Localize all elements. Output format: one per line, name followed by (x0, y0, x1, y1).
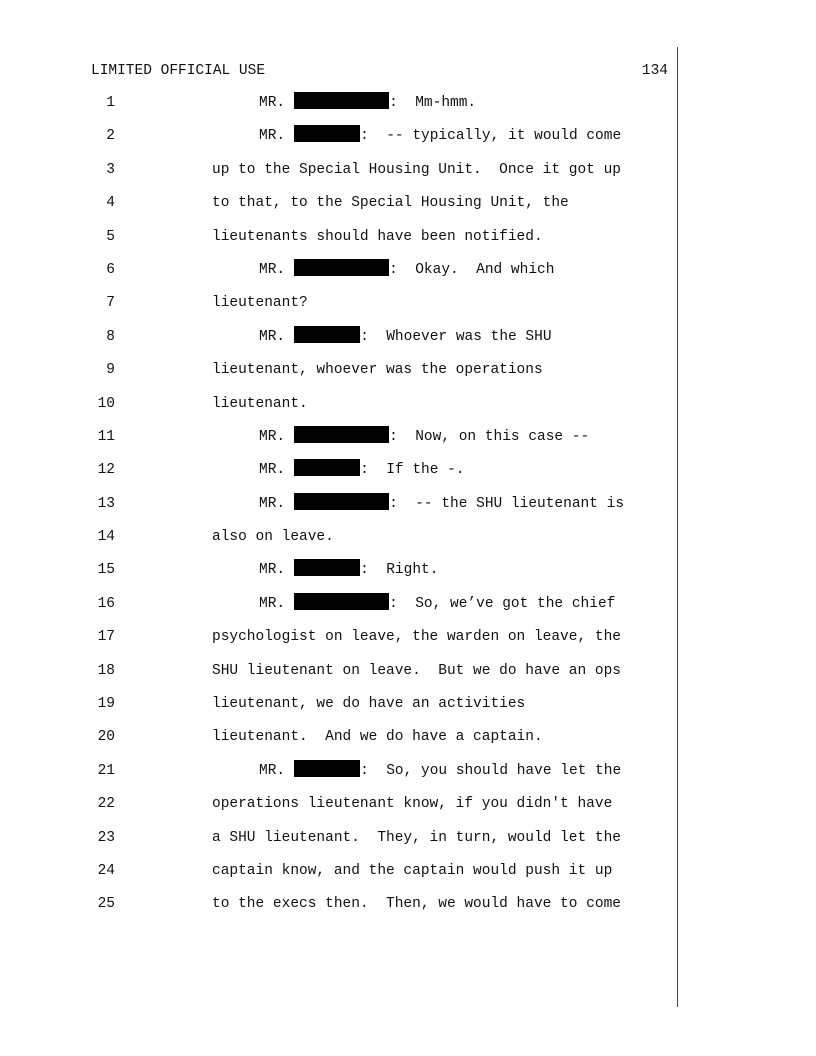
speech-text: : Now, on this case -- (389, 428, 590, 445)
transcript-line (0, 793, 816, 826)
transcript-line (0, 893, 816, 926)
speaker-prefix: MR. (259, 595, 286, 612)
line-text: lieutenant. And we do have a captain. (212, 729, 543, 746)
transcript-line (0, 726, 816, 759)
line-text: lieutenant, we do have an activities (212, 696, 526, 713)
line-text: also on leave. (212, 529, 334, 546)
transcript-line (0, 493, 816, 526)
line-number: 23 (97, 829, 115, 846)
line-number: 18 (97, 662, 115, 679)
speaker-prefix: MR. (259, 762, 286, 779)
line-number: 13 (97, 495, 115, 512)
line-text: lieutenant. (212, 395, 308, 412)
speaker-prefix: MR. (259, 261, 286, 278)
line-text (259, 125, 621, 147)
redaction-block (294, 125, 360, 142)
transcript-line (0, 326, 816, 359)
speaker-prefix: MR. (259, 128, 286, 145)
line-text (259, 459, 465, 481)
line-text: lieutenant? (212, 295, 308, 312)
transcript-line (0, 760, 816, 793)
speech-text: : Right. (360, 562, 439, 579)
line-text: to the execs then. Then, we would have to come (212, 896, 621, 913)
transcript-line (0, 693, 816, 726)
line-text (259, 426, 589, 448)
speech-text: : So, we’ve got the chief (389, 595, 616, 612)
line-number: 24 (97, 862, 115, 879)
line-text: up to the Special Housing Unit. Once it got up (212, 161, 621, 178)
line-text: lieutenants should have been notified. (212, 228, 543, 245)
line-text (259, 259, 554, 281)
transcript-line (0, 660, 816, 693)
line-number: 25 (97, 896, 115, 913)
line-text: captain know, and the captain would push it up (212, 862, 613, 879)
speech-text: : Whoever was the SHU (360, 328, 552, 345)
transcript-line (0, 593, 816, 626)
transcript-line (0, 226, 816, 259)
transcript-line (0, 626, 816, 659)
page-number: 134 (641, 63, 668, 79)
redaction-block (294, 459, 360, 476)
line-number: 21 (97, 762, 115, 779)
line-number: 19 (97, 696, 115, 713)
transcript-line (0, 259, 816, 292)
transcript-line (0, 459, 816, 492)
line-number: 11 (97, 428, 115, 445)
line-text (259, 559, 438, 581)
line-number: 8 (106, 328, 115, 345)
transcript-line (0, 292, 816, 325)
line-number: 4 (106, 195, 115, 212)
transcript-line (0, 393, 816, 426)
transcript-line (0, 860, 816, 893)
line-number: 6 (106, 261, 115, 278)
speaker-prefix: MR. (259, 428, 286, 445)
page-header (91, 61, 668, 81)
speech-text: : -- the SHU lieutenant is (389, 495, 625, 512)
redaction-block (294, 426, 389, 443)
line-number: 9 (106, 362, 115, 379)
line-text (259, 326, 552, 348)
line-text (259, 92, 476, 114)
speech-text: : Okay. And which (389, 261, 555, 278)
line-number: 10 (97, 395, 115, 412)
line-number: 1 (106, 95, 115, 111)
transcript-line (0, 359, 816, 392)
line-number: 12 (97, 462, 115, 479)
line-text: psychologist on leave, the warden on leave, the (212, 629, 621, 646)
redaction-block (294, 259, 389, 276)
line-number: 15 (97, 562, 115, 579)
line-number: 20 (97, 729, 115, 746)
transcript-line (0, 159, 816, 192)
line-number: 2 (106, 128, 115, 145)
redaction-block (294, 493, 389, 510)
transcript-line (0, 827, 816, 860)
redaction-block (294, 760, 360, 777)
line-number: 5 (106, 228, 115, 245)
speaker-prefix: MR. (259, 95, 286, 111)
line-number: 17 (97, 629, 115, 646)
redaction-block (294, 326, 360, 343)
speech-text: : If the -. (360, 462, 465, 479)
redaction-block (294, 593, 389, 610)
redaction-block (294, 92, 389, 109)
transcript-lines (0, 92, 816, 927)
classification-label: LIMITED OFFICIAL USE (91, 63, 266, 79)
transcript-line (0, 125, 816, 158)
speaker-prefix: MR. (259, 495, 286, 512)
line-number: 14 (97, 529, 115, 546)
speaker-prefix: MR. (259, 462, 286, 479)
transcript-line (0, 559, 816, 592)
line-text (259, 760, 621, 782)
line-number: 3 (106, 161, 115, 178)
line-text: lieutenant, whoever was the operations (212, 362, 543, 379)
line-number: 16 (97, 595, 115, 612)
speaker-prefix: MR. (259, 562, 286, 579)
speech-text: : Mm-hmm. (389, 95, 477, 111)
speech-text: : So, you should have let the (360, 762, 622, 779)
transcript-line (0, 526, 816, 559)
line-text (259, 493, 624, 515)
line-text: a SHU lieutenant. They, in turn, would let the (212, 829, 621, 846)
line-text (259, 593, 615, 615)
speaker-prefix: MR. (259, 328, 286, 345)
line-number: 7 (106, 295, 115, 312)
transcript-line (0, 192, 816, 225)
line-text: SHU lieutenant on leave. But we do have an ops (212, 662, 621, 679)
line-number: 22 (97, 796, 115, 813)
transcript-line (0, 92, 816, 125)
line-text: operations lieutenant know, if you didn't have (212, 796, 613, 813)
transcript-line (0, 426, 816, 459)
line-text: to that, to the Special Housing Unit, the (212, 195, 569, 212)
speech-text: : -- typically, it would come (360, 128, 622, 145)
redaction-block (294, 559, 360, 576)
